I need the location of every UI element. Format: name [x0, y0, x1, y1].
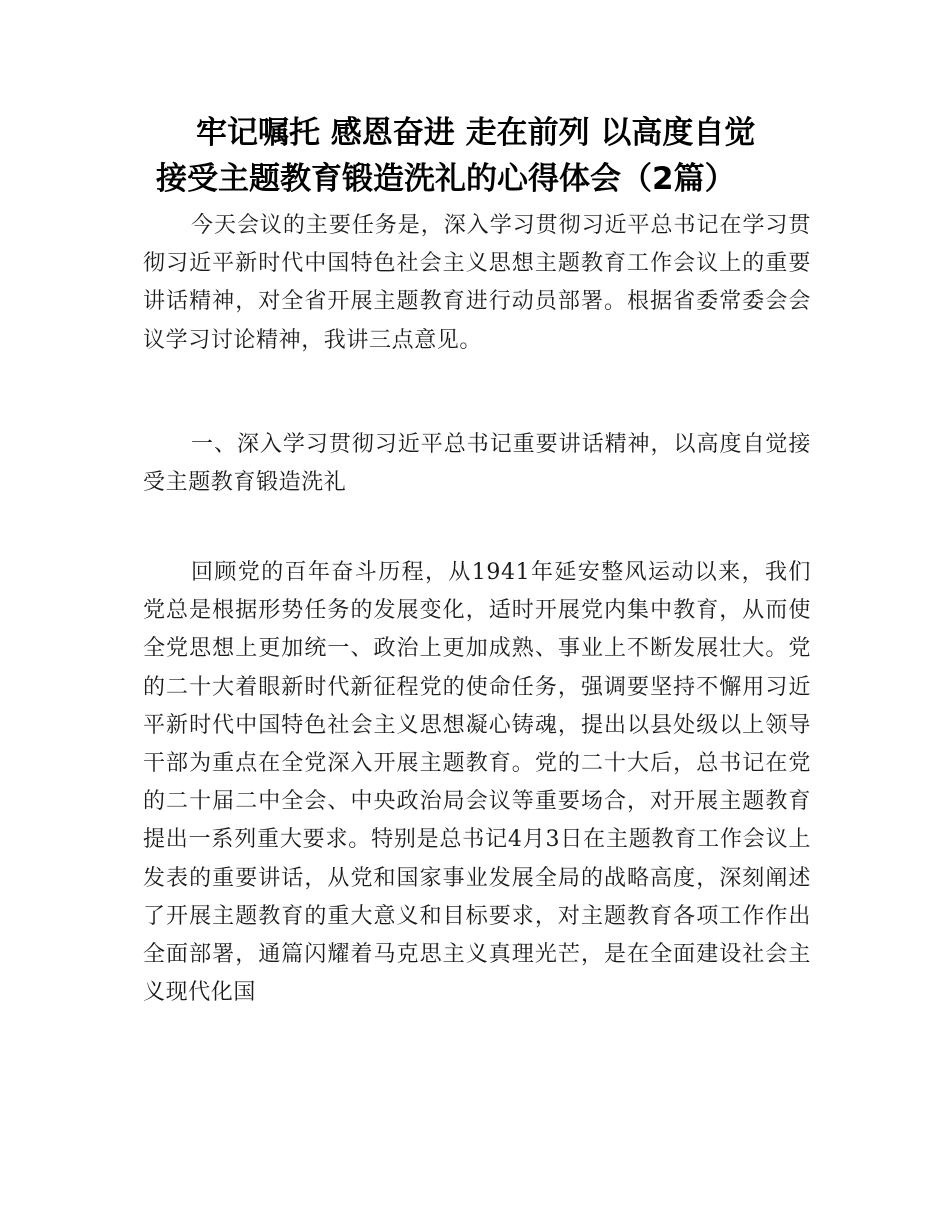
paragraph-intro: 今天会议的主要任务是，深入学习贯彻习近平总书记在学习贯彻习近平新时代中国特色社会主义思想主题教育工作会议上的重要讲话精神，对全省开展主题教育进行动员部署。根据省委常委会会议学习讨论精神，我讲三点意见。: [143, 213, 811, 353]
title-line-1: 牢记嘱托 感恩奋进 走在前列 以高度自觉: [196, 115, 756, 151]
paragraph-review: 回顾党的百年奋斗历程，从1941年延安整风运动以来，我们党总是根据形势任务的发展变化，适时开展党内集中教育，从而使全党思想上更加统一、政治上更加成熟、事业上不断发展壮大。党的二十大着眼新时代新征程党的使命任务，强调要坚持不懈用习近平新时代中国特色社会主义思想凝心铸魂，提出以县处级以上领导干部为重点在全党深入开展主题教育。党的二十大后，总书记在党的二十届二中全会、中央政治局会议等重要场合，对开展主题教育提出一系列重大要求。特别是总书记4月3日在主题教育工作会议上发表的重要讲话，从党和国家事业发展全局的战略高度，深刻阐述了开展主题教育的重大意义和目标要求，对主题教育各项工作作出全面部署，通篇闪耀着马克思主义真理光芒，是在全面建设社会主义现代化国: [143, 560, 811, 1006]
document-title: [140, 110, 830, 202]
title-line-2: 接受主题教育锻造洗礼的心得体会（2篇）: [156, 161, 736, 197]
section-heading-1: 一、深入学习贯彻习近平总书记重要讲话精神，以高度自觉接受主题教育锻造洗礼: [143, 432, 811, 496]
